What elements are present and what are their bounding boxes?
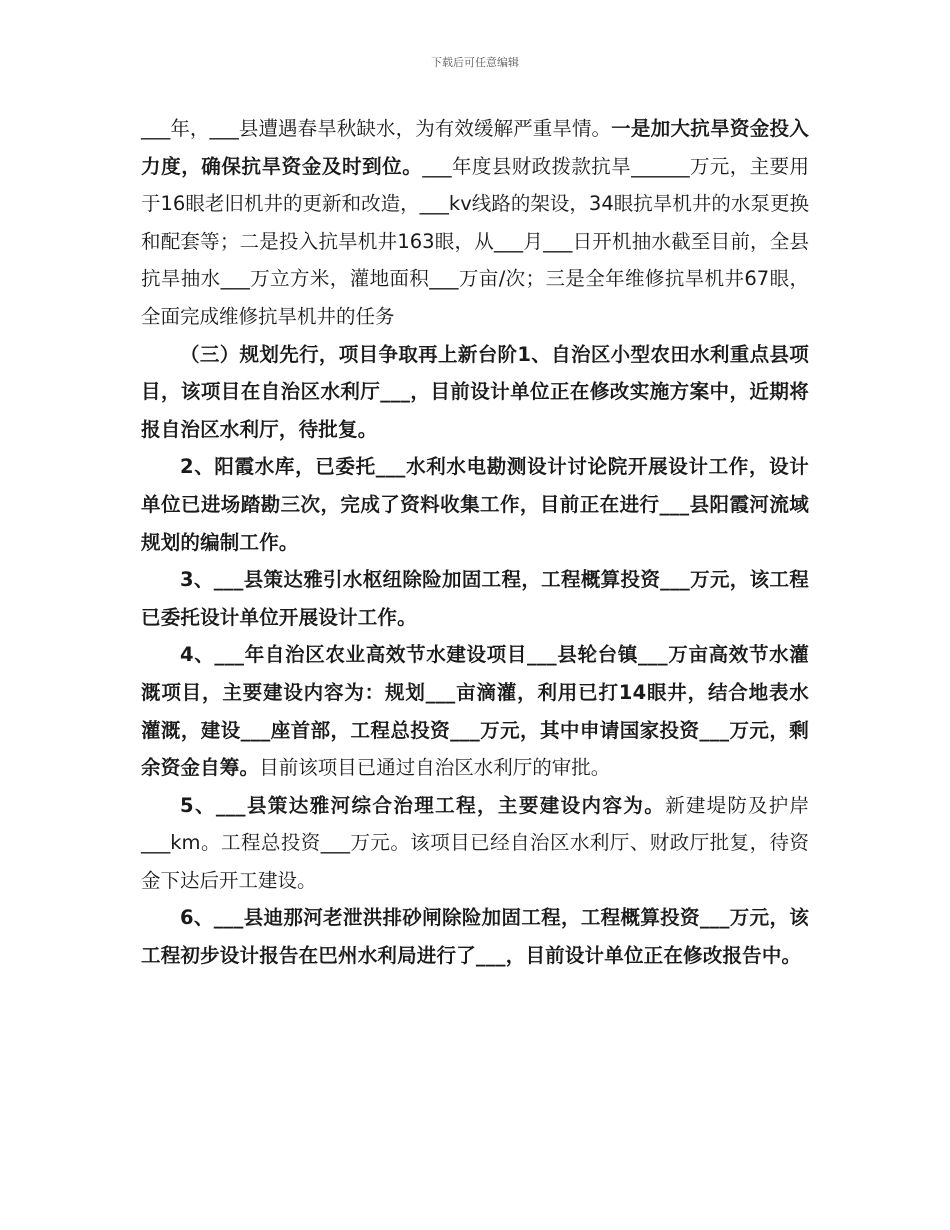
text-run-bold: 2、阳霞水库，已委托___水利水电勘测设计讨论院开展设计工作，设计单位已进场踏勘三次，完成了资料收集工作，目前正在进行___县阳霞河流域规划的编制工作。 xyxy=(141,455,809,554)
text-run: ___年度县财政拨款抗旱______万元，主要用于16眼老旧机井的更新和改造，___kv线路的架设，34眼抗旱机井的水泵更换和配套等；二是投入抗旱机井163眼，从___月___日开机抽水截至目前，全县抗旱抽水___万立方米，灌地面积___万亩/次；三是全年维修抗旱机井67眼，全面完成维修抗旱机井的任务 xyxy=(141,154,809,328)
paragraph xyxy=(141,899,809,974)
paragraph xyxy=(141,110,809,336)
paragraph xyxy=(141,561,809,636)
page-header: 下载后可任意编辑 xyxy=(431,56,519,69)
paragraph xyxy=(141,636,809,786)
text-run-bold: 6、___县迪那河老泄洪排砂闸除险加固工程，工程概算投资___万元，该工程初步设计报告在巴州水利局进行了___，目前设计单位正在修改报告中。 xyxy=(141,906,809,968)
paragraph xyxy=(141,787,809,900)
text-run-bold: 4、___年自治区农业高效节水建设项目___县轮台镇___万亩高效节水灌溉项目，主要建设内容为：规划___亩滴灌，利用已打14眼井，结合地表水灌溉，建设___座首部，工程总投资___万元，其中申请国家投资___万元，剩余资金自筹。 xyxy=(141,643,809,780)
text-run-bold: 3、___县策达雅引水枢纽除险加固工程，工程概算投资___万元，该工程已委托设计单位开展设计工作。 xyxy=(141,568,809,629)
text-run: 目前该项目已通过自治区水利厅的审批。 xyxy=(259,756,611,780)
text-run-bold: 5、___县策达雅河综合治理工程，主要建设内容为。 xyxy=(180,793,666,817)
paragraph xyxy=(141,336,809,449)
document-body xyxy=(141,110,809,975)
text-run-bold: 一是加大抗旱资金投入力度，确保抗旱资金及时到位。 xyxy=(141,117,809,178)
text-run-bold: （三）规划先行，项目争取再上新台阶1、自治区小型农田水利重点县项目，该项目在自治区水利厅___，目前设计单位正在修改实施方案中，近期将报自治区水利厅，待批复。 xyxy=(141,342,809,441)
text-run: ___年，___县遭遇春旱秋缺水，为有效缓解严重旱情。 xyxy=(141,117,612,140)
paragraph xyxy=(141,448,809,561)
text-run: 新建堤防及护岸___km。工程总投资___万元。该项目已经自治区水利厅、财政厅批复，待资金下达后开工建设。 xyxy=(141,793,809,892)
